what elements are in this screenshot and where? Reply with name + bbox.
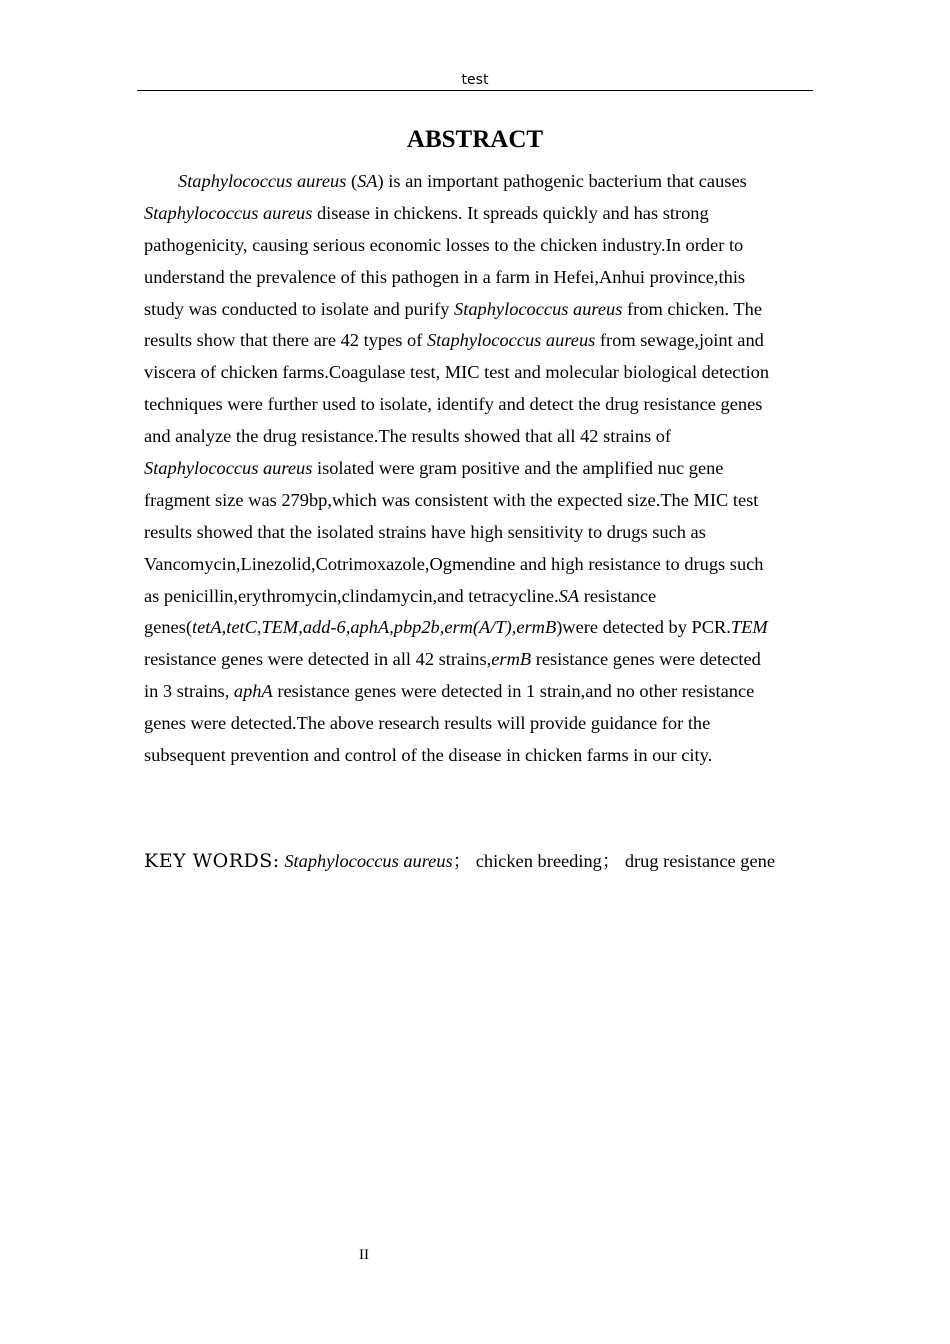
abstract-line: techniques were further used to isolate, identify and detect the drug resistance genes: [144, 394, 763, 415]
text-run: isolated were gram positive and the amplified nuc gene: [312, 458, 724, 479]
abstract-line: [144, 294, 808, 326]
abstract-line: fragment size was 279bp,which was consistent with the expected size.The MIC test: [144, 489, 759, 510]
italic-term: tetA,tetC,TEM,add-6,aphA,pbp2b,erm(A/T),ermB: [192, 617, 557, 638]
abstract-line: viscera of chicken farms.Coagulase test, MIC test and molecular biological detection: [144, 362, 770, 383]
abstract-line: Vancomycin,Linezolid,Cotrimoxazole,Ogmendine and high resistance to drugs such: [144, 553, 764, 574]
abstract-line: [144, 612, 808, 644]
abstract-line: pathogenicity, causing serious economic losses to the chicken industry.In order to: [144, 234, 744, 255]
text-run: resistance: [579, 585, 657, 606]
abstract-line: [144, 453, 808, 485]
italic-term: aphA: [233, 681, 273, 702]
keyword-term: Staphylococcus aureus: [284, 851, 453, 871]
text-run: results show that there are 42 types of: [144, 330, 427, 351]
italic-term: Staphylococcus aureus: [178, 171, 347, 191]
italic-term: Staphylococcus aureus: [144, 202, 313, 223]
text-run: study was conducted to isolate and purify: [144, 298, 455, 319]
keyword-separator: ；: [452, 851, 472, 871]
text-run: )were detected by PCR.: [556, 617, 731, 638]
abstract-body: [144, 166, 808, 772]
text-run: resistance genes were detected: [531, 649, 761, 670]
page-number: II: [359, 1247, 369, 1263]
abstract-line: [144, 676, 808, 708]
abstract-title: ABSTRACT: [406, 126, 544, 153]
abstract-line: [144, 198, 808, 230]
abstract-line: results showed that the isolated strains have high sensitivity to drugs such as: [144, 521, 706, 542]
text-run: (: [346, 171, 358, 191]
italic-term: TEM: [730, 617, 768, 638]
keyword-term: drug resistance gene: [624, 851, 775, 871]
text-run: ) is an important pathogenic bacterium that causes: [377, 171, 747, 191]
abstract-line: [144, 325, 808, 357]
text-run: resistance genes were detected in 1 strain,and no other resistance: [272, 681, 755, 702]
abstract-line: and analyze the drug resistance.The results showed that all 42 strains of: [144, 426, 672, 447]
text-run: disease in chickens. It spreads quickly and has strong: [312, 202, 709, 223]
abstract-line: understand the prevalence of this pathogen in a farm in Hefei,Anhui province,this: [144, 266, 746, 287]
page-header: test: [461, 72, 489, 88]
text-run: resistance genes were detected in all 42 strains,: [144, 649, 492, 670]
keywords-label: KEY WORDS:: [144, 850, 280, 872]
text-run: as penicillin,erythromycin,clindamycin,and tetracycline.: [144, 585, 559, 606]
text-run: genes(: [144, 617, 192, 638]
keyword-separator: ；: [601, 851, 621, 871]
italic-term: ermB: [491, 649, 532, 670]
abstract-line: subsequent prevention and control of the disease in chicken farms in our city.: [144, 745, 713, 766]
text-run: from chicken. The: [622, 298, 762, 319]
text-run: in 3 strains,: [144, 681, 234, 702]
abstract-line: [144, 166, 808, 198]
abstract-line: genes were detected.The above research results will provide guidance for the: [144, 713, 711, 734]
keywords-line: [144, 846, 808, 876]
italic-term: Staphylococcus aureus: [454, 298, 623, 319]
keyword-term: chicken breeding: [475, 851, 602, 871]
italic-term: SA: [558, 585, 580, 606]
text-run: from sewage,joint and: [595, 330, 764, 351]
italic-term: SA: [357, 171, 378, 191]
abstract-line: [144, 644, 808, 676]
italic-term: Staphylococcus aureus: [426, 330, 596, 351]
header-rule: [137, 90, 813, 91]
abstract-line: [144, 581, 808, 613]
italic-term: Staphylococcus aureus: [144, 458, 313, 479]
